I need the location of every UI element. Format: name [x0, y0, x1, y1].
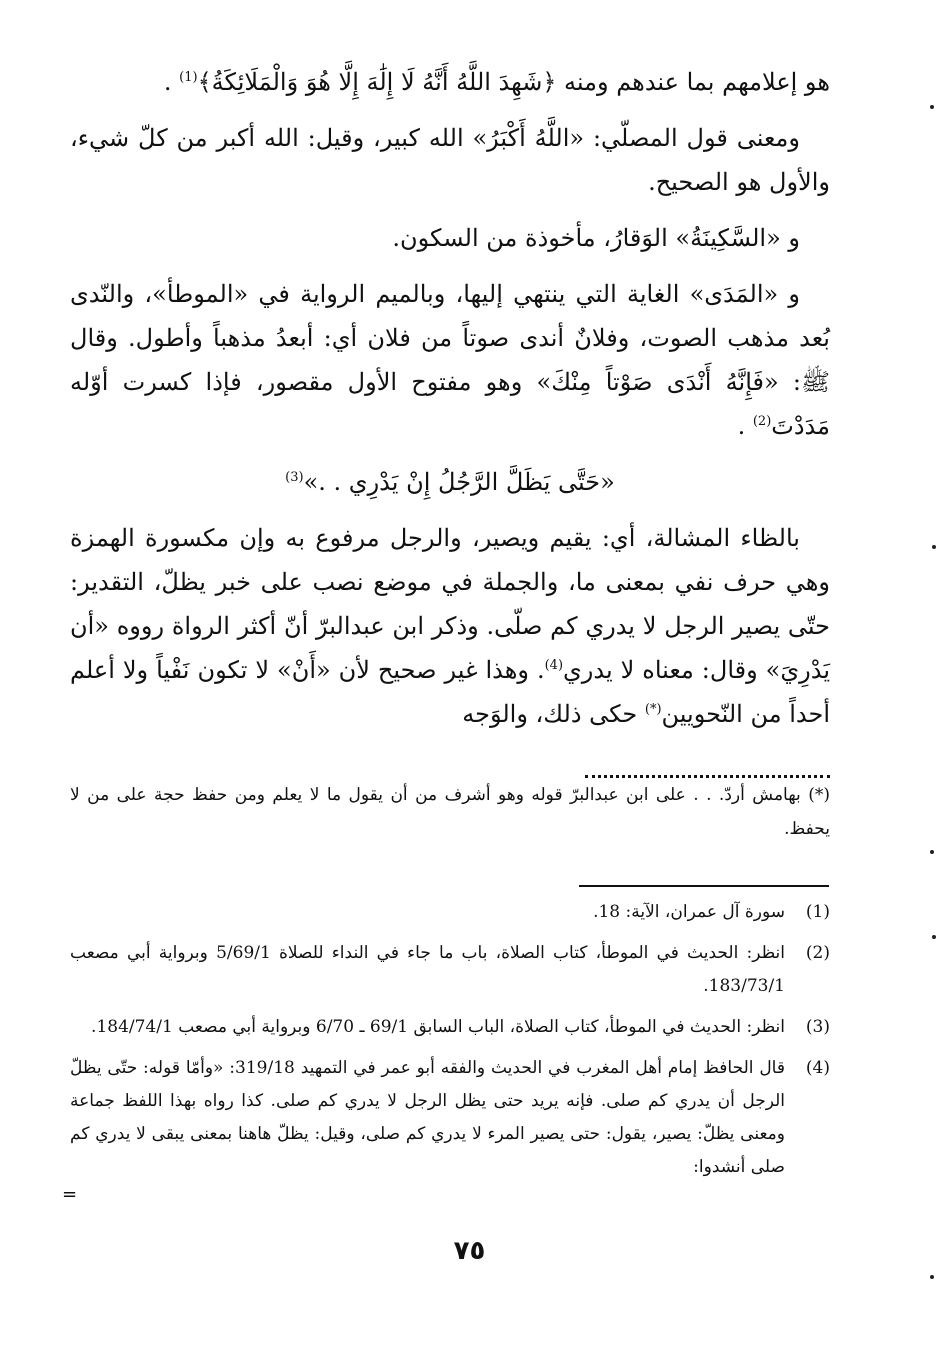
scan-speck [932, 935, 936, 939]
paragraph-4: و «المَدَى» الغاية التي ينتهي إليها، وبالميم الرواية في «الموطأ»، والنّدى بُعد مذهب الصوت، وفلانٌ أندى صوتاً من فلان أي: أبعدُ مذهباً وأطول. وقال ﷺ: «فَإِنَّهُ أَنْدَى صَوْتاً مِنْكَ» وهو مفتوح الأول مقصور، فإذا كسرت أوّله مَدَدْتَ$^{(2)}$ . [70, 280, 830, 440]
scan-speck [930, 1275, 934, 1279]
footnote-number: (1) [805, 902, 830, 922]
scan-speck [930, 850, 934, 854]
page-number: ٧٥ [453, 1236, 486, 1266]
paragraph-2: ومعنى قول المصلّي: «اللَّهُ أَكْبَرُ» الله كبير، وقيل: الله أكبر من كلّ شيء، والأول هو الصحيح. [70, 124, 830, 196]
paragraph-5: بالظاء المشالة، أي: يقيم ويصير، والرجل مرفوع به وإن مكسورة الهمزة وهي حرف نفي بمعنى ما، والجملة في موضع نصب على خبر يظلّ، التقدير: حتّى يصير الرجل لا يدري كم صلّى. وذكر ابن عبدالبرّ أنّ أكثر الرواة رووه «أن يَدْرِيَ» وقال: معناه لا يدري$^{(4)}$. وهذا غير صحيح لأن «أَنْ» لا تكون نَفْياً ولا أعلم أحداً من النّحويين(*) حكى ذلك، والوَجه [70, 524, 830, 728]
footnote-text: انظر: الحديث في الموطأ، كتاب الصلاة، الباب السابق 69/1 ـ 6/70 وبرواية أبي مصعب 184/74/1. [91, 1017, 785, 1037]
scan-speck [932, 545, 936, 549]
paragraph-5-text-b: وهذا غير صحيح لأن «أَنْ» لا تكون نَفْياً ولا أعلم أحداً من النّحويين [70, 656, 830, 728]
footnote-1 [70, 896, 830, 929]
continuation-mark: = [62, 1184, 78, 1205]
main-text [70, 60, 830, 748]
footnote-number: (4) [805, 1058, 830, 1078]
footnote-ref-2: (2) [752, 414, 772, 429]
paragraph-1-text: هو إعلامهم بما عندهم ومنه ﴿شَهِدَ اللَّهُ أَنَّهُ لَا إِلَٰهَ إِلَّا هُوَ وَالْمَلَائِكَةُ﴾ [197, 68, 830, 96]
footnote-number: (2) [805, 943, 830, 963]
footnote-4 [70, 1052, 830, 1184]
paragraph-5-text-c: حكى ذلك، والوَجه [462, 700, 638, 728]
hadith-quote-text: «حَتَّى يَظَلَّ الرَّجُلُ إِنْ يَدْرِي . .» [303, 468, 615, 496]
footnote-text: انظر: الحديث في الموطأ، كتاب الصلاة، باب ما جاء في النداء للصلاة 5/69/1 وبرواية أبي مصعب 183/73/1. [70, 943, 785, 996]
footnote-text: سورة آل عمران، الآية: 18. [593, 902, 785, 922]
footnote-2 [70, 937, 830, 1003]
footnote-ref-1: (1) [179, 70, 198, 85]
footnote-text: قال الحافظ إمام أهل المغرب في الحديث والفقه أبو عمر في التمهيد 319/18: «وأمّا قوله: حتّى يظلّ الرجل أن يدري كم صلى. فإنه يريد حتى يظل الرجل لا يدري كم صلى. كذا رواه بهذا اللفظ جماعة ومعنى يظلّ: يصير، يقول: حتى يصير المرء لا يدري كم صلى، وقيل: يظلّ هاهنا بمعنى يبقى لا يدري كم صلى أنشدوا: [70, 1058, 785, 1177]
paragraph-5-text-a: بالظاء المشالة، أي: يقيم ويصير، والرجل مرفوع به وإن مكسورة الهمزة وهي حرف نفي بمعنى ما، والجملة في موضع نصب على خبر يظلّ، التقدير: حتّى يصير الرجل لا يدري كم صلّى. وذكر ابن عبدالبرّ أنّ أكثر الرواة رووه «أن يَدْرِيَ» وقال: معناه لا يدري [70, 524, 830, 684]
footnote-rule [579, 885, 829, 887]
margin-note: (*) بهامش أردّ. . . على ابن عبدالبرّ قوله وهو أشرف من أن يقول ما لا يعلم ومن حفظ حجة على من لا يحفظ. [70, 785, 830, 839]
hadith-quote [70, 460, 830, 504]
footnote-number: (3) [805, 1017, 830, 1037]
dotted-separator [70, 763, 830, 769]
footnote-ref-4: (4) [544, 658, 564, 673]
paragraph-3: و «السَّكِينَةُ» الوَقارُ، مأخوذة من السكون. [392, 224, 800, 252]
margin-note-ref: (*) [644, 702, 662, 717]
footnotes [70, 896, 830, 1192]
paragraph-4-text: و «المَدَى» الغاية التي ينتهي إليها، وبالميم الرواية في «الموطأ»، والنّدى بُعد مذهب الصوت، وفلانٌ أندى صوتاً من فلان أي: أبعدُ مذهباً وأطول. وقال ﷺ: «فَإِنَّهُ أَنْدَى صَوْتاً مِنْكَ» وهو مفتوح الأول مقصور، فإذا كسرت أوّله مَدَدْتَ [70, 280, 830, 440]
scan-speck [930, 105, 934, 109]
footnote-3 [70, 1011, 830, 1044]
paragraph-1: هو إعلامهم بما عندهم ومنه ﴿شَهِدَ اللَّهُ أَنَّهُ لَا إِلَٰهَ إِلَّا هُوَ وَالْمَلَائِكَةُ﴾$^{(1)}$ . [163, 68, 830, 96]
footnote-ref-3: (3) [285, 470, 304, 485]
